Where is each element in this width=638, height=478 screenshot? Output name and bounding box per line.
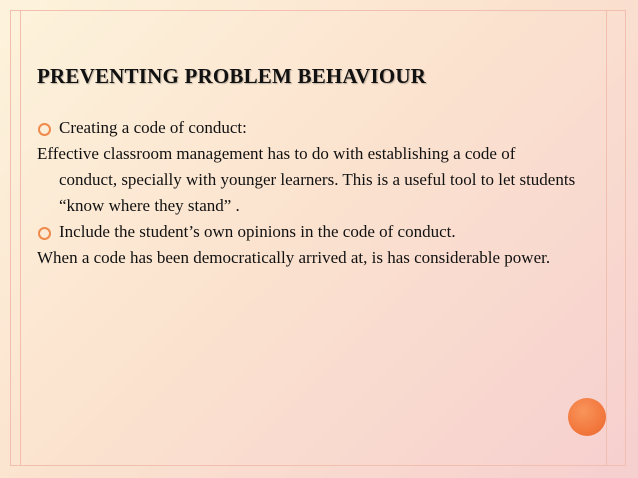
bullet-item-student-opinions	[37, 219, 577, 245]
circle-bullet-icon	[38, 227, 51, 240]
right-border-line	[606, 10, 607, 466]
paragraph-democratic-code: When a code has been democratically arrived at, is has considerable power.	[37, 248, 551, 267]
left-border-line	[20, 10, 21, 466]
circle-bullet-icon	[38, 123, 51, 136]
bullet-text: Include the student’s own opinions in the code of conduct.	[59, 222, 456, 241]
orange-circle-decoration	[568, 398, 606, 436]
slide-title: PREVENTING PROBLEM BEHAVIOUR	[37, 64, 427, 88]
bullet-item-code-of-conduct	[37, 115, 577, 141]
bullet-text: Creating a code of conduct:	[59, 118, 247, 137]
paragraph-classroom-management: Effective classroom management has to do with establishing a code of conduct, specially with younger learners. This is a useful tool to let students “know where they stand” .	[37, 144, 576, 215]
slide-body	[37, 115, 577, 271]
